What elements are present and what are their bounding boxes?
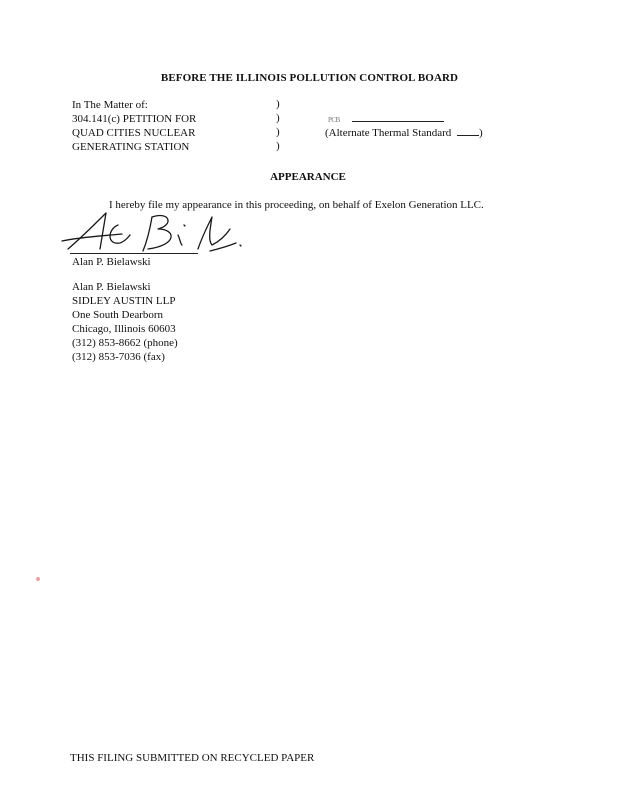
scan-speck [36, 577, 40, 581]
caption-paren-1: ) [276, 98, 280, 110]
case-prefix: PCB [328, 116, 340, 124]
address-line-5: (312) 853-8662 (phone) [72, 337, 178, 349]
address-line-1: Alan P. Bielawski [72, 281, 151, 293]
signature-line [70, 253, 198, 254]
document-title: BEFORE THE ILLINOIS POLLUTION CONTROL BOARD [160, 72, 459, 84]
alternate-standard-close: ) [479, 127, 483, 139]
recycled-paper-footer: THIS FILING SUBMITTED ON RECYCLED PAPER [70, 752, 315, 764]
caption-paren-2: ) [276, 112, 280, 124]
alternate-standard-label: (Alternate Thermal Standard [325, 127, 452, 139]
address-line-3: One South Dearborn [72, 309, 164, 321]
caption-paren-3: ) [276, 126, 280, 138]
alternate-standard-blank [457, 135, 479, 136]
address-line-6: (312) 853-7036 (fax) [72, 351, 165, 363]
caption-line-4: GENERATING STATION [72, 141, 190, 153]
caption-line-3: QUAD CITIES NUCLEAR [72, 127, 196, 139]
alternate-standard-line [325, 126, 483, 140]
appearance-statement: I hereby file my appearance in this proceeding, on behalf of Exelon Generation LLC. [109, 199, 484, 211]
case-number-blank [352, 121, 444, 122]
caption-line-2: 304.141(c) PETITION FOR [72, 113, 197, 125]
address-line-4: Chicago, Illinois 60603 [72, 323, 176, 335]
case-number-line [328, 112, 444, 127]
address-line-2: SIDLEY AUSTIN LLP [72, 295, 176, 307]
signatory-name: Alan P. Bielawski [72, 256, 151, 268]
caption-line-1: In The Matter of: [72, 99, 148, 111]
caption-paren-4: ) [276, 140, 280, 152]
appearance-heading: APPEARANCE [270, 171, 346, 183]
